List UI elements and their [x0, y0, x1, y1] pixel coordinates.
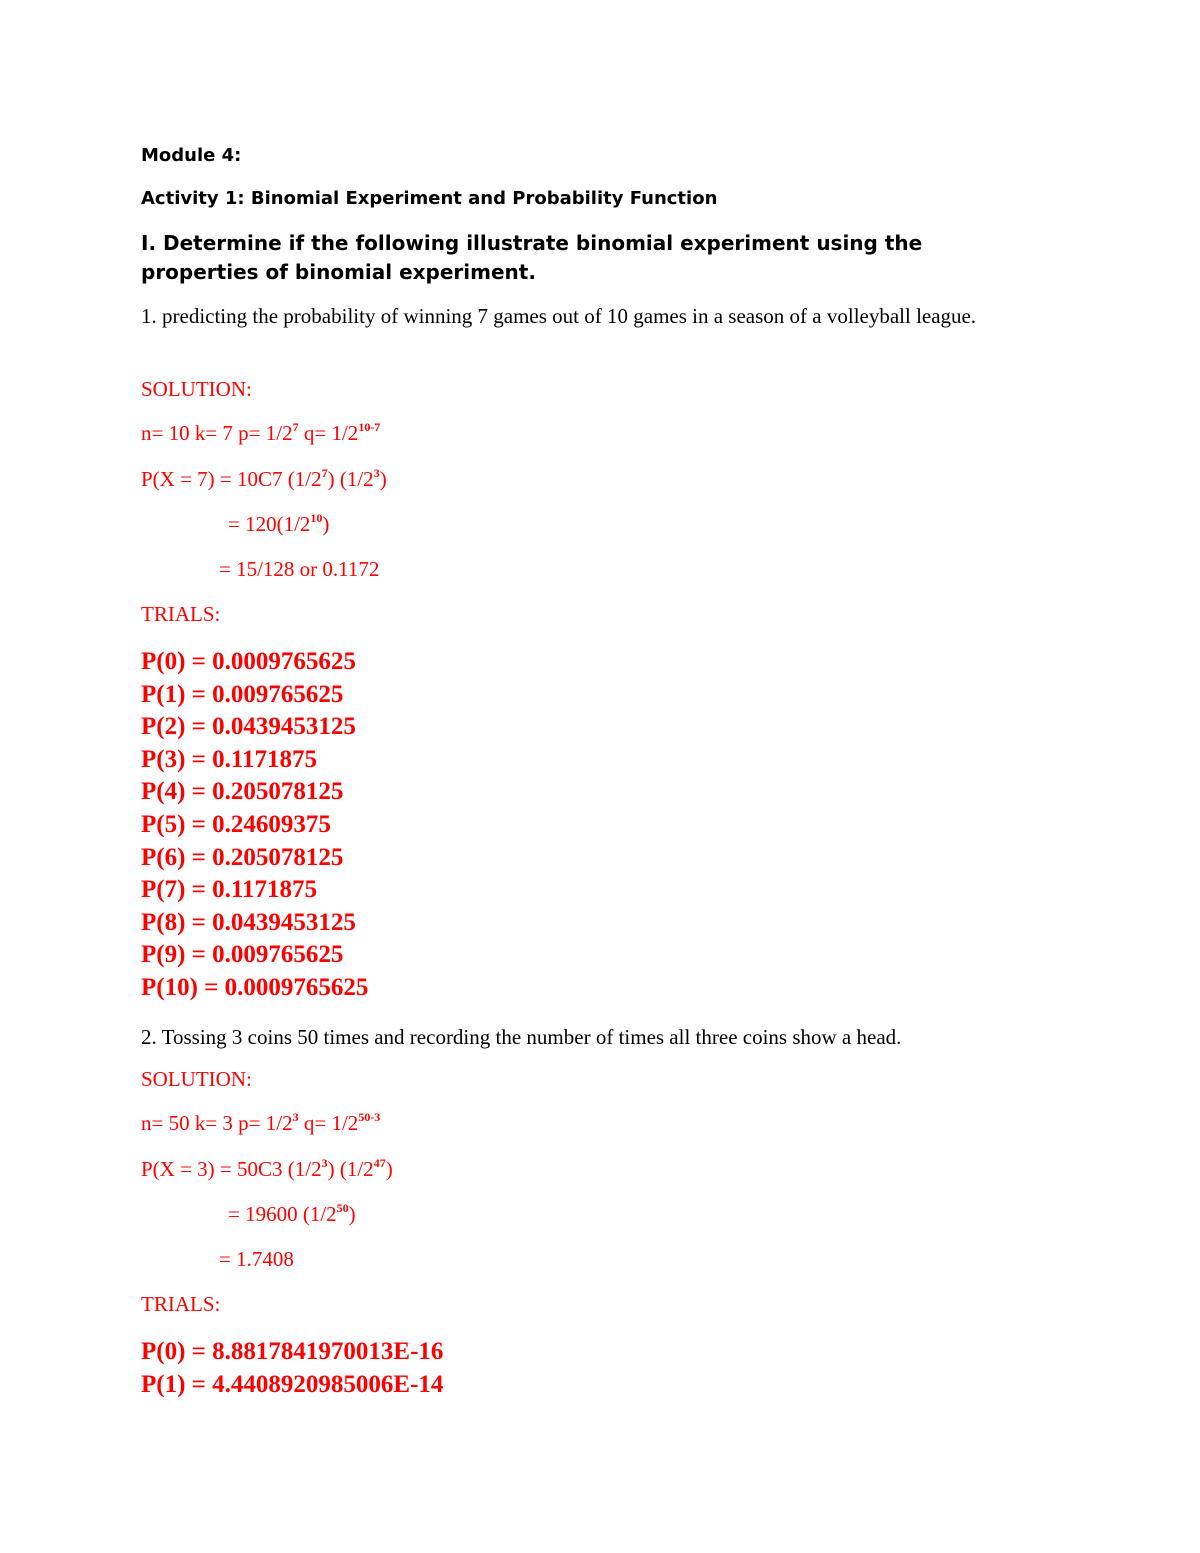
problem-2-statement: 2. Tossing 3 coins 50 times and recording the number of times all three coins show a head. — [141, 1025, 902, 1049]
problem-1-trials-label: TRIALS: — [141, 602, 221, 626]
step-1-exponent-b: 3 — [373, 466, 380, 480]
trial-line: P(7) = 0.1171875 — [141, 876, 318, 904]
step-1-lhs: P(X = 7) = 10C7 (1/2 — [141, 467, 322, 491]
step-2-end: ) — [348, 1202, 356, 1226]
trial-line: P(0) = 0.0009765625 — [141, 648, 356, 675]
trial-line: P(0) = 8.8817841970013E-16 — [141, 1338, 444, 1365]
trial-line: P(10) = 0.0009765625 — [141, 973, 369, 1001]
trial-line: P(8) = 0.0439453125 — [141, 908, 356, 936]
problem-1-given — [141, 421, 380, 446]
problem-1-trials-list — [141, 646, 368, 1005]
step-1-end: ) — [385, 1157, 393, 1181]
step-2-end: ) — [322, 512, 330, 536]
problem-1-statement: 1. predicting the probability of winning 7 games out of 10 games in a season of a volleyball league. — [141, 304, 977, 328]
q-exponent: 50-3 — [358, 1110, 381, 1124]
problem-2-given — [141, 1111, 380, 1136]
step-1-mid: ) (1/2 — [327, 467, 374, 491]
trial-line: P(5) = 0.24609375 — [141, 810, 331, 838]
step-1-end: ) — [379, 467, 387, 491]
problem-2-step-3: = 1.7408 — [219, 1247, 294, 1271]
q-exponent: 10-7 — [358, 420, 381, 434]
instruction: I. Determine if the following illustrate binomial experiment using the properties of binomial experiment. — [141, 231, 923, 284]
step-2-exponent: 10 — [310, 511, 323, 525]
given-q: q= 1/2 — [298, 421, 359, 445]
problem-2-step-2 — [228, 1202, 356, 1227]
problem-2-trials-label: TRIALS: — [141, 1292, 221, 1316]
step-2-exponent: 50 — [336, 1201, 349, 1215]
trial-line: P(9) = 0.009765625 — [141, 941, 344, 969]
problem-1-step-1 — [141, 467, 387, 492]
problem-2-step-1 — [141, 1157, 393, 1182]
step-2-lhs: = 120(1/2 — [228, 512, 311, 536]
step-1-exponent-b: 47 — [373, 1156, 386, 1170]
activity-title: Activity 1: Binomial Experiment and Probability Function — [141, 188, 718, 209]
step-1-exponent-a: 7 — [321, 466, 328, 480]
trial-line: P(1) = 0.009765625 — [141, 680, 344, 708]
step-1-lhs: P(X = 3) = 50C3 (1/2 — [141, 1157, 322, 1181]
given-q: q= 1/2 — [298, 1111, 359, 1135]
trial-line: P(6) = 0.205078125 — [141, 843, 344, 871]
trial-line: P(1) = 4.4408920985006E-14 — [141, 1370, 444, 1398]
p-exponent: 3 — [292, 1110, 299, 1124]
problem-1-step-2 — [228, 512, 329, 537]
step-1-mid: ) (1/2 — [327, 1157, 374, 1181]
trial-line: P(4) = 0.205078125 — [141, 778, 344, 806]
problem-1-step-3: = 15/128 or 0.1172 — [219, 557, 380, 581]
trial-line: P(2) = 0.0439453125 — [141, 713, 356, 741]
problem-2-solution-label: SOLUTION: — [141, 1067, 252, 1091]
problem-1-solution-label: SOLUTION: — [141, 377, 252, 401]
trial-line: P(3) = 0.1171875 — [141, 745, 318, 773]
problem-2-trials-list — [141, 1336, 443, 1401]
step-1-exponent-a: 3 — [321, 1156, 328, 1170]
p-exponent: 7 — [292, 420, 299, 434]
module-title: Module 4: — [141, 145, 242, 166]
given-prefix: n= 50 k= 3 p= 1/2 — [141, 1111, 293, 1135]
step-2-lhs: = 19600 (1/2 — [228, 1202, 337, 1226]
given-prefix: n= 10 k= 7 p= 1/2 — [141, 421, 293, 445]
